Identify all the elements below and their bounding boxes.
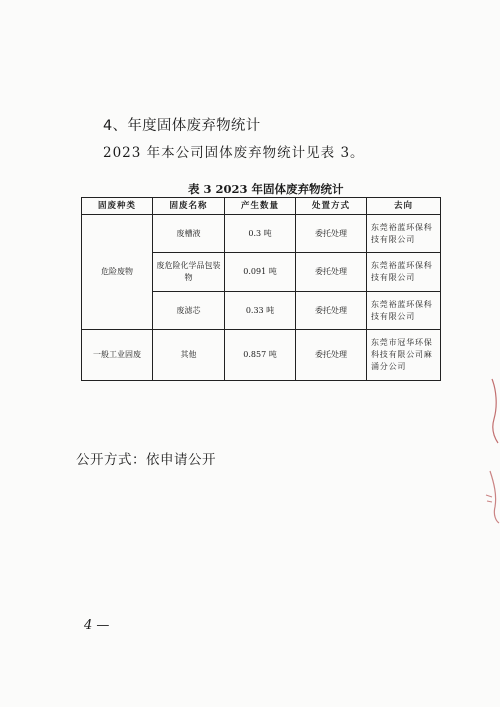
waste-name-cell: 废危险化学品包装物 bbox=[153, 253, 225, 292]
quantity-cell: 0.33 吨 bbox=[225, 292, 296, 330]
destination-cell: 东莞市冠华环保科技有限公司麻涌分公司 bbox=[367, 330, 441, 381]
table-row bbox=[82, 215, 441, 253]
header-category: 固废种类 bbox=[82, 198, 153, 215]
category-cell: 危险废物 bbox=[82, 215, 153, 330]
method-cell: 委托处理 bbox=[296, 215, 367, 253]
seal-edge-mark bbox=[478, 465, 500, 525]
table-caption: 表 3 2023 年固体废弃物统计 bbox=[188, 182, 344, 196]
intro-paragraph: 2023 年本公司固体废弃物统计见表 3。 bbox=[103, 145, 365, 161]
waste-statistics-table bbox=[81, 197, 441, 381]
destination-cell: 东莞裕蓝环保科技有限公司 bbox=[367, 253, 441, 292]
quantity-cell: 0.3 吨 bbox=[225, 215, 296, 253]
quantity-cell: 0.857 吨 bbox=[225, 330, 296, 381]
waste-name-cell: 废滤芯 bbox=[153, 292, 225, 330]
method-cell: 委托处理 bbox=[296, 292, 367, 330]
header-method: 处置方式 bbox=[296, 198, 367, 215]
section-heading: 4、年度固体废弃物统计 bbox=[103, 118, 261, 134]
page-number: 4 — bbox=[84, 618, 110, 633]
header-quantity: 产生数量 bbox=[225, 198, 296, 215]
method-cell: 委托处理 bbox=[296, 330, 367, 381]
waste-name-cell: 其他 bbox=[153, 330, 225, 381]
destination-cell: 东莞裕蓝环保科技有限公司 bbox=[367, 215, 441, 253]
method-cell: 委托处理 bbox=[296, 253, 367, 292]
header-destination: 去向 bbox=[367, 198, 441, 215]
quantity-cell: 0.091 吨 bbox=[225, 253, 296, 292]
header-name: 固废名称 bbox=[153, 198, 225, 215]
seal-edge-mark bbox=[478, 375, 500, 445]
table-row bbox=[82, 330, 441, 381]
category-cell: 一般工业固废 bbox=[82, 330, 153, 381]
disclosure-method: 公开方式：依申请公开 bbox=[76, 452, 216, 468]
destination-cell: 东莞裕蓝环保科技有限公司 bbox=[367, 292, 441, 330]
table-header-row bbox=[82, 198, 441, 215]
waste-name-cell: 废槽液 bbox=[153, 215, 225, 253]
